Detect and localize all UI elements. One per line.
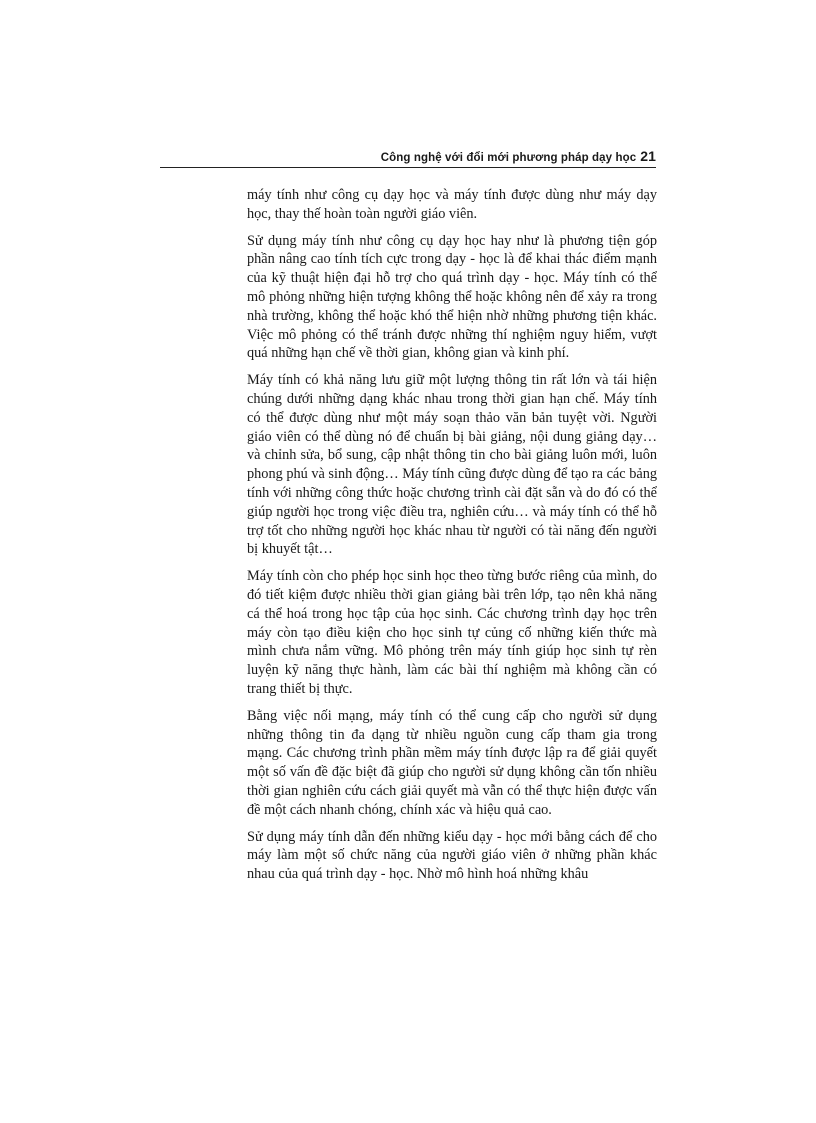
page-number: 21 <box>640 148 656 164</box>
paragraph: Máy tính có khả năng lưu giữ một lượng thông tin rất lớn và tái hiện chúng dưới những dạng khác nhau trong thời gian hạn chế. Máy tính có thể được dùng như một máy soạn thảo văn bản tuyệt vời. Người giáo viên có thể dùng nó để chuẩn bị bài giảng, nội dung giảng dạy… và chỉnh sửa, bổ sung, cập nhật thông tin cho bài giảng luôn mới, luôn phong phú và sinh động… Máy tính cũng được dùng để tạo ra các bảng tính với những công thức hoặc chương trình cài đặt sẵn và do đó có thể giúp người học trong việc điều tra, nghiên cứu… và máy tính có thể hỗ trợ tốt cho những người học khác nhau từ người có tài năng đến người bị khuyết tật… <box>247 372 657 558</box>
body-text <box>247 186 657 892</box>
chapter-title: Công nghệ với đổi mới phương pháp dạy học <box>380 152 637 164</box>
paragraph: máy tính như công cụ dạy học và máy tính được dùng như máy dạy học, thay thế hoàn toàn người giáo viên. <box>247 187 657 222</box>
paragraph: Máy tính còn cho phép học sinh học theo từng bước riêng của mình, do đó tiết kiệm được nhiều thời gian giảng bài trên lớp, tạo nên khả năng cá thể hoá trong học tập của học sinh. Các chương trình dạy học trên máy còn tạo điều kiện cho học sinh tự củng cố những kiến thức mà mình chưa nắm vững. Mô phỏng trên máy tính giúp học sinh tự rèn luyện kỹ năng thực hành, làm các bài thí nghiệm mà không cần có trang thiết bị thực. <box>247 568 657 697</box>
paragraph: Sử dụng máy tính dẫn đến những kiểu dạy - học mới bằng cách để cho máy làm một số chức năng của người giáo viên ở những phần khác nhau của quá trình dạy - học. Nhờ mô hình hoá những khâu <box>247 828 657 883</box>
paragraph: Sử dụng máy tính như công cụ dạy học hay như là phương tiện góp phần nâng cao tính tích cực trong dạy - học là để khai thác điểm mạnh của kỹ thuật hiện đại hỗ trợ cho quá trình dạy - học. Máy tính có thể mô phỏng những hiện tượng không thể hoặc không nên để xảy ra trong nhà trường, không thể hoặc khó thể hiện nhờ những phương tiện khác. Việc mô phỏng có thể tránh được những thí nghiệm nguy hiểm, vượt quá những hạn chế về thời gian, không gian và kinh phí. <box>247 232 657 362</box>
paragraph: Bằng việc nối mạng, máy tính có thể cung cấp cho người sử dụng những thông tin đa dạng từ nhiều nguồn cung cấp tham gia trong mạng. Các chương trình phần mềm máy tính được lập ra để giải quyết một số vấn đề đặc biệt đã giúp cho người sử dụng không cần tốn nhiều thời gian nghiên cứu cách giải quyết mà vẫn có thể thực hiện được vấn đề một cách nhanh chóng, chính xác và hiệu quả cao. <box>247 707 657 818</box>
header-text <box>381 148 656 164</box>
running-header <box>160 146 656 168</box>
